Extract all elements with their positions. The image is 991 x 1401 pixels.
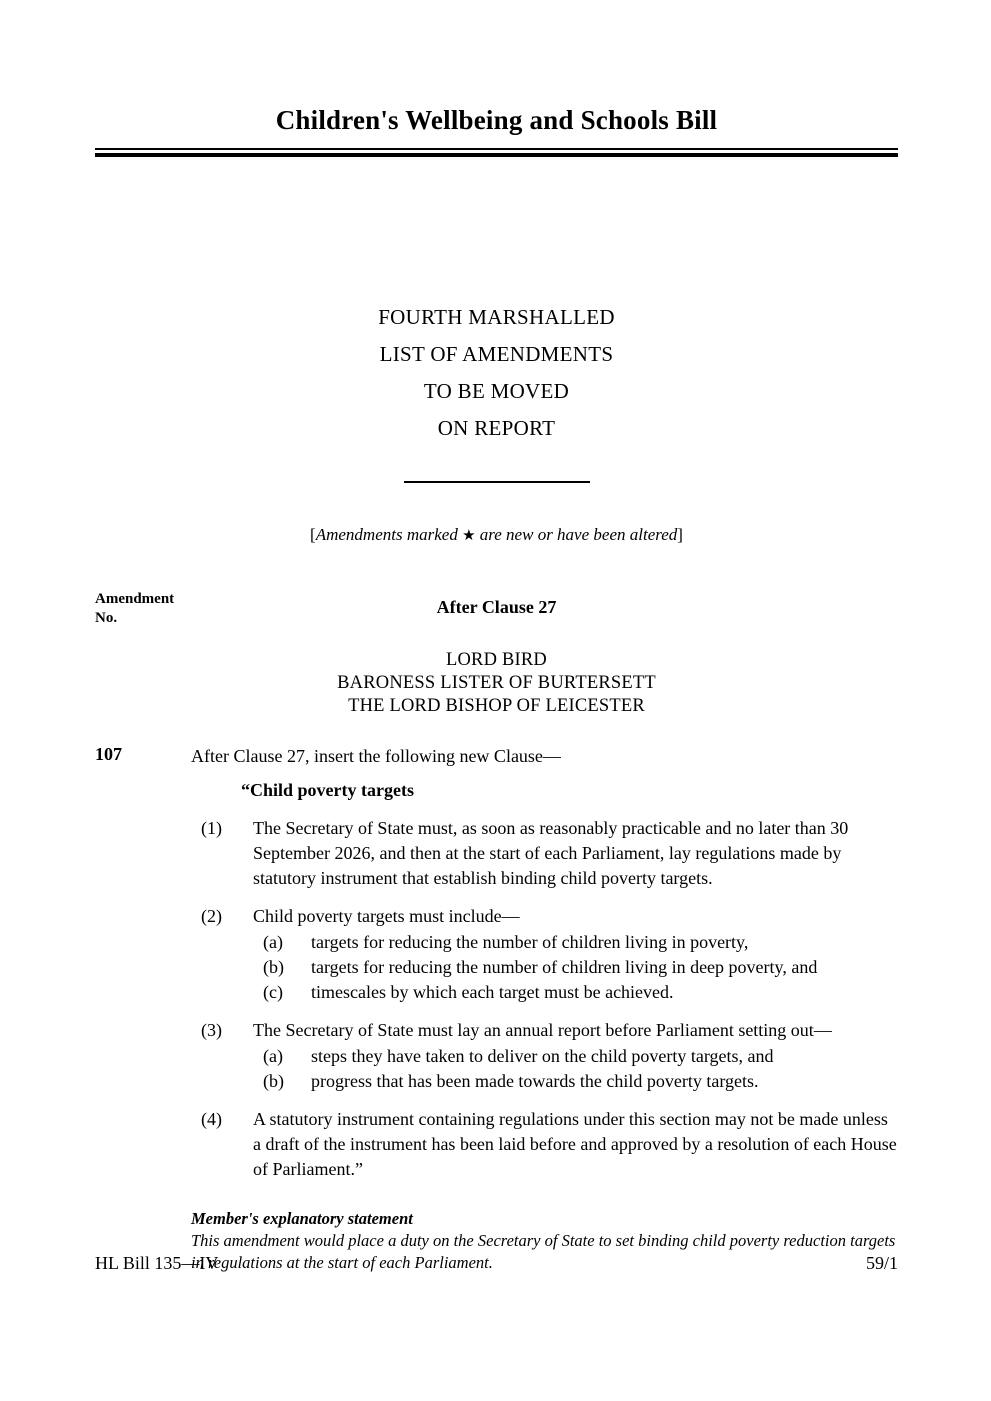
star-note-text-after: are new or have been altered [475, 525, 678, 545]
list-item [253, 1069, 898, 1094]
item-text: targets for reducing the number of children living in poverty, [311, 932, 749, 953]
subsection-marker: (2) [201, 906, 222, 927]
star-note [95, 525, 898, 545]
item-marker: (a) [263, 1046, 283, 1067]
item-marker: (a) [263, 932, 283, 953]
subsection [191, 816, 898, 891]
insert-instruction: After Clause 27, insert the following new Clause— [191, 746, 561, 767]
explanatory-statement-body: This amendment would place a duty on the Secretary of State to set binding child poverty reduction targets in regulations at the start of each Parliament. [191, 1231, 896, 1273]
column-header-row [95, 590, 898, 634]
explanatory-statement [191, 1208, 898, 1274]
bill-reference: HL Bill 135—IV [95, 1253, 219, 1273]
new-clause-title: “Child poverty targets [241, 780, 414, 801]
subsection-items [253, 930, 898, 1005]
heading-line-1: FOURTH MARSHALLED [378, 305, 615, 330]
document-heading-block [95, 299, 898, 447]
heading-line-3: TO BE MOVED [423, 379, 570, 404]
subsection-text: The Secretary of State must, as soon as reasonably practicable and no later than 30 September 2026, and then at the start of each Parliament, lay regulations made by statutory instrument that establish binding child poverty targets. [253, 818, 849, 889]
document-page [95, 0, 898, 1401]
subsection-text: Child poverty targets must include— [253, 906, 520, 927]
sponsor-name: LORD BIRD [446, 650, 547, 671]
list-item [253, 955, 898, 980]
clause-heading: After Clause 27 [436, 597, 557, 618]
heading-line-4: ON REPORT [437, 416, 556, 441]
subsection-text: A statutory instrument containing regulations under this section may not be made unless a draft of the instrument has been laid before and approved by a resolution of each House of Parliament.” [253, 1109, 897, 1180]
sponsor-list [95, 649, 898, 718]
subsection-marker: (4) [201, 1109, 222, 1130]
item-marker: (b) [263, 957, 284, 978]
sponsor-name: THE LORD BISHOP OF LEICESTER [348, 696, 645, 717]
item-marker: (c) [263, 982, 283, 1003]
star-icon: ★ [462, 528, 476, 545]
sponsor-name: BARONESS LISTER OF BURTERSETT [337, 673, 656, 694]
subsection-marker: (3) [201, 1020, 222, 1041]
page-number: 59/1 [865, 1253, 898, 1273]
amendment-number: 107 [95, 744, 122, 765]
title-double-rule [95, 148, 898, 157]
list-item [253, 930, 898, 955]
subsection-text: The Secretary of State must lay an annual report before Parliament setting out— [253, 1020, 832, 1041]
item-text: targets for reducing the number of children living in deep poverty, and [311, 957, 818, 978]
list-item [253, 1044, 898, 1069]
subsection-items [253, 1044, 898, 1094]
amendment-block [95, 744, 898, 1182]
subsection [191, 904, 898, 1005]
subsection [191, 1107, 898, 1182]
heading-line-2: LIST OF AMENDMENTS [379, 342, 614, 367]
subsection [191, 1018, 898, 1094]
amendment-no-line-1: Amendment [95, 591, 175, 608]
explanatory-statement-heading: Member's explanatory statement [191, 1209, 413, 1229]
section-divider-rule [404, 481, 590, 483]
list-item [253, 980, 898, 1005]
amendment-no-line-2: No. [95, 610, 118, 627]
page-title: Children's Wellbeing and Schools Bill [275, 105, 718, 135]
star-note-text: Amendments marked [315, 525, 463, 545]
subsection-marker: (1) [201, 818, 222, 839]
item-text: progress that has been made towards the child poverty targets. [311, 1071, 759, 1092]
item-text: timescales by which each target must be achieved. [311, 982, 674, 1003]
title-rule-thick [95, 153, 898, 157]
star-note-close-bracket: ] [677, 525, 683, 545]
item-marker: (b) [263, 1071, 284, 1092]
item-text: steps they have taken to deliver on the child poverty targets, and [311, 1046, 774, 1067]
star-note-open-bracket: [ [310, 525, 316, 545]
amendment-body [191, 744, 898, 1182]
